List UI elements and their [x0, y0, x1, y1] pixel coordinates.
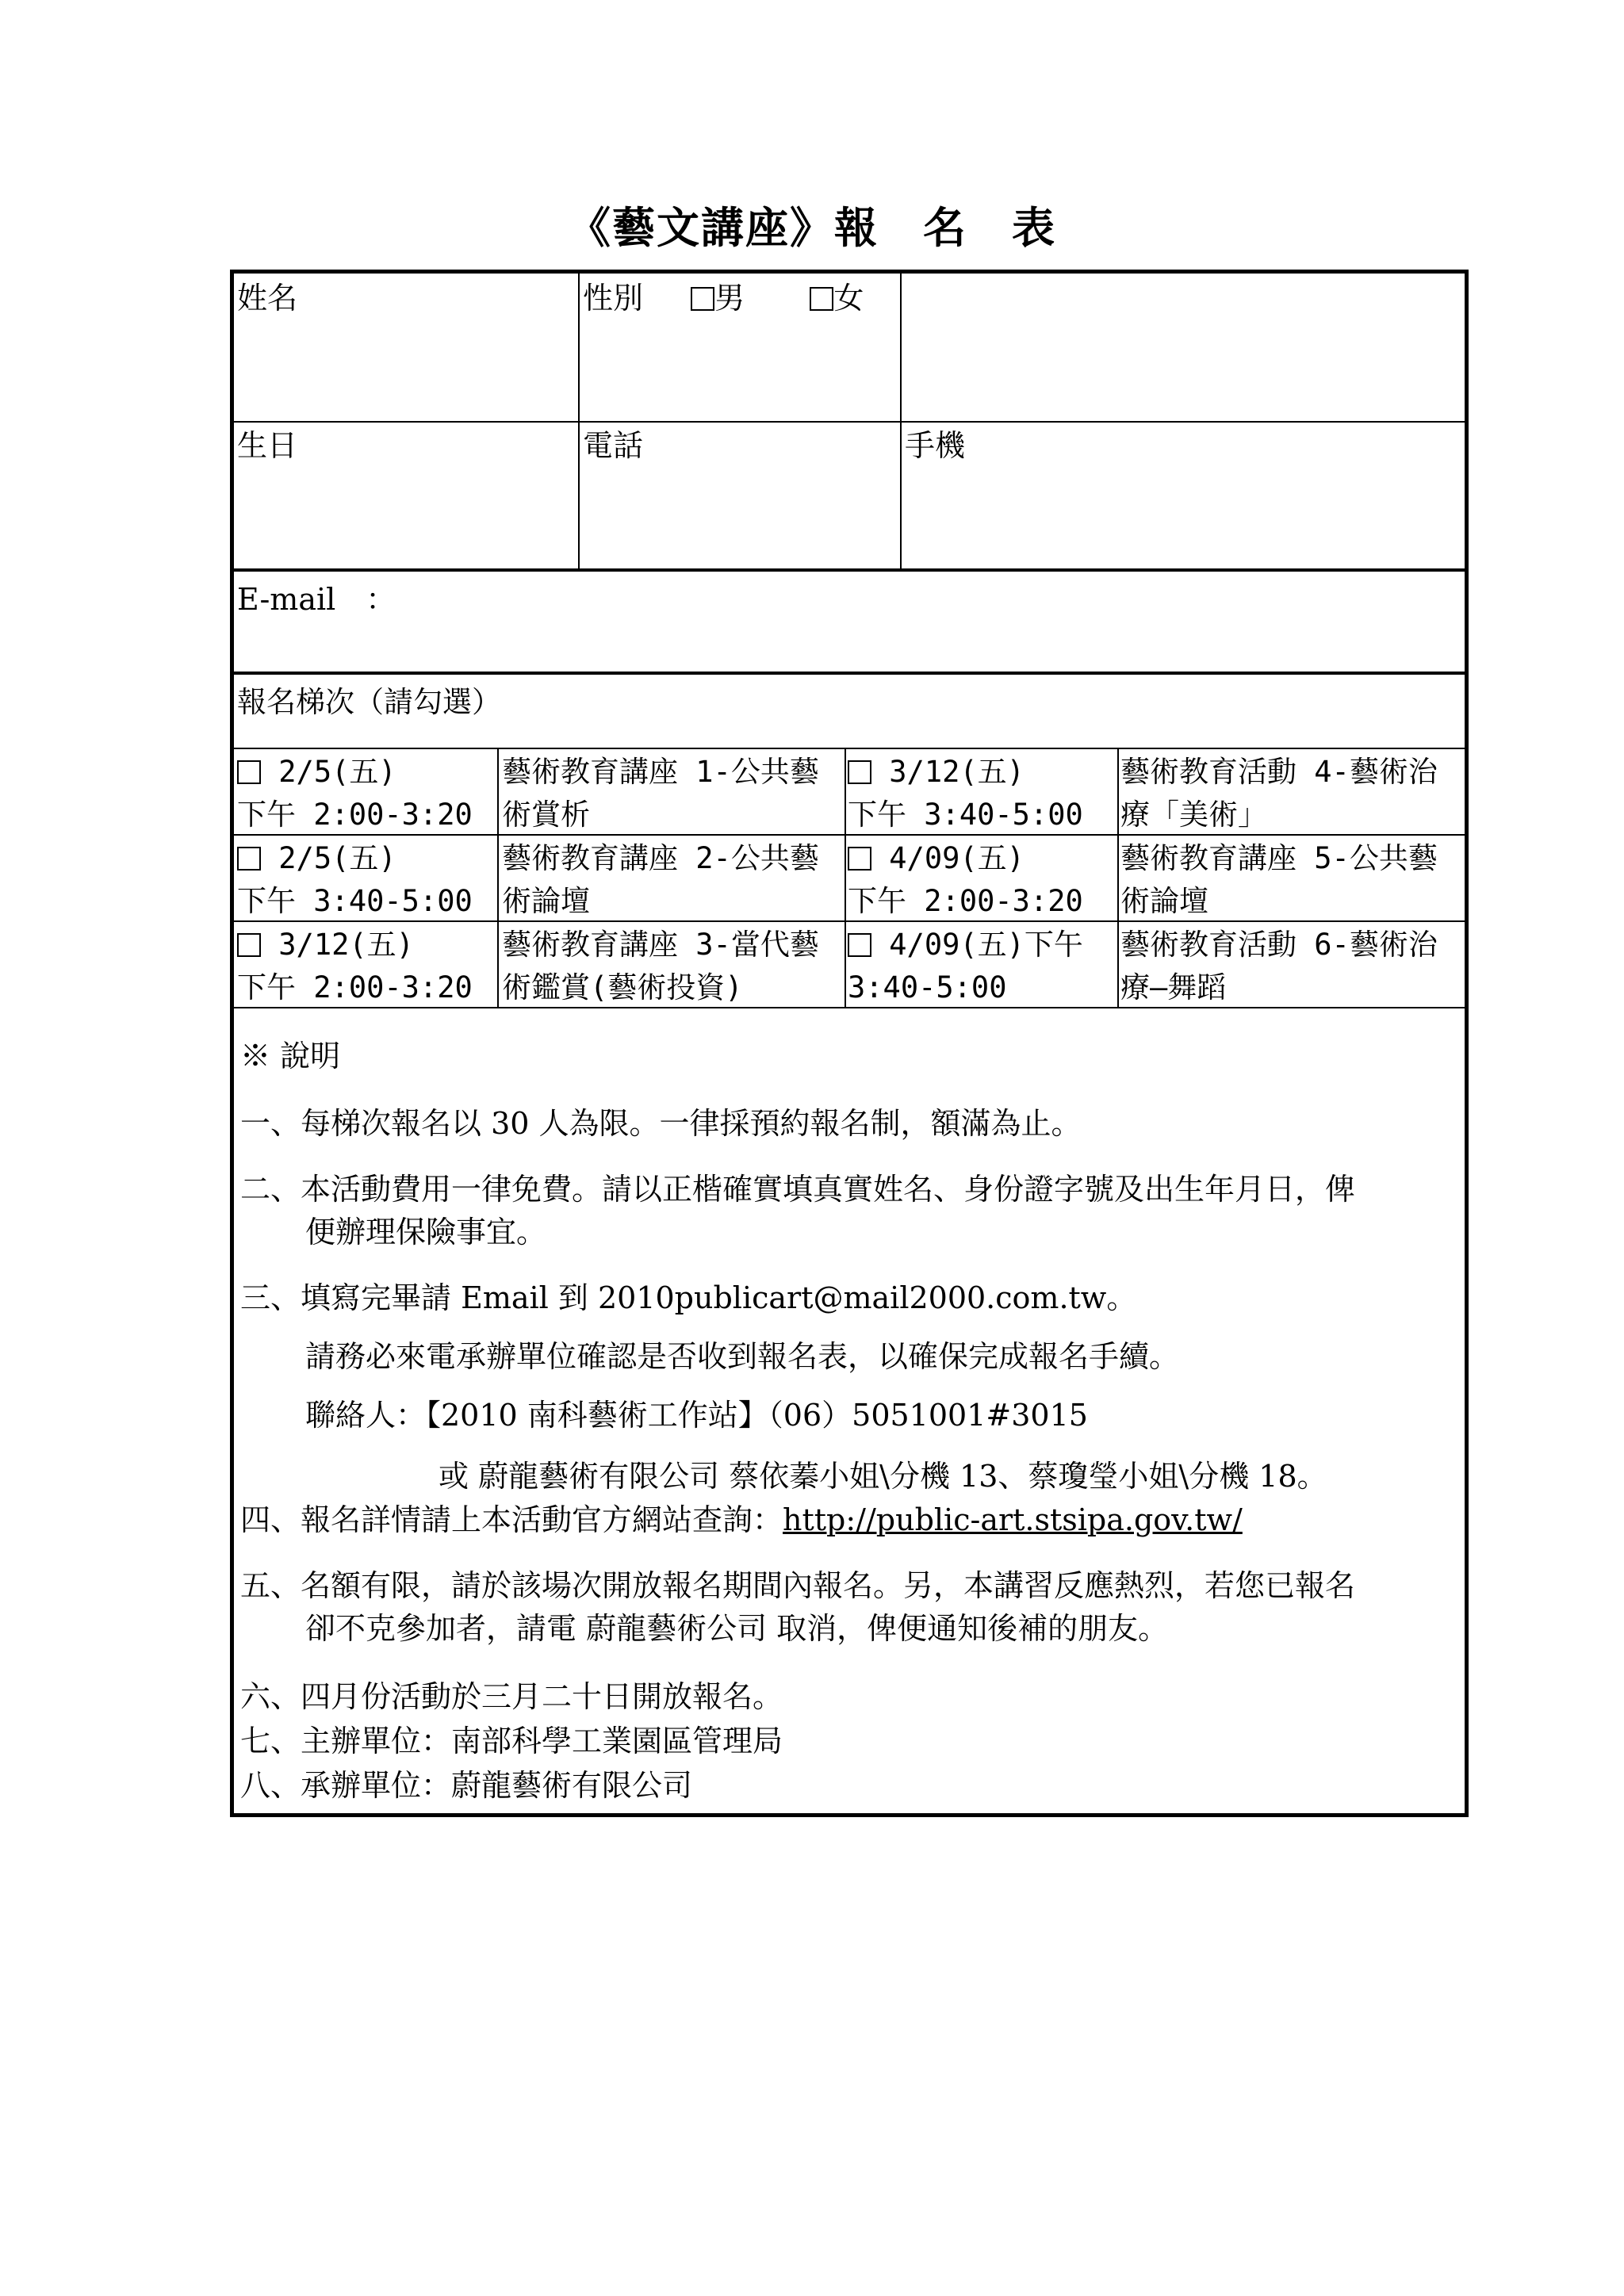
session-4-time: 下午 3:40-5:00: [848, 798, 1083, 832]
session-2-title-cont: 術論壇: [502, 884, 590, 918]
gender-label: 性別: [583, 281, 644, 316]
gender-field: [583, 277, 864, 320]
divider: [578, 274, 580, 568]
session-6-checkbox[interactable]: [848, 933, 871, 957]
session-4-title-cont: 療「美術」: [1120, 798, 1267, 832]
birthday-label: 生日: [237, 428, 298, 463]
divider: [234, 1007, 1465, 1008]
note-6: 六、四月份活動於三月二十日開放報名。: [240, 1679, 783, 1714]
note-3-contact-alt: 或 蔚龍藝術有限公司 蔡依蓁小姐\分機 13、蔡瓊瑩小姐\分機 18。: [439, 1459, 1327, 1494]
note-3: 三、填寫完畢請 Email 到 2010publicart@mail2000.com.tw。: [240, 1280, 1137, 1315]
sessions-header: 報名梯次（請勾選）: [237, 685, 501, 719]
session-5-checkbox[interactable]: [848, 847, 871, 871]
website-link[interactable]: http://public-art.stsipa.gov.tw/: [783, 1502, 1243, 1537]
divider: [1117, 748, 1119, 1007]
session-6-time: 3:40-5:00: [848, 970, 1007, 1004]
note-8: 八、承辦單位：蔚龍藝術有限公司: [240, 1768, 693, 1803]
divider: [234, 568, 1465, 572]
divider: [497, 748, 499, 1007]
note-3-instruction: 請務必來電承辦單位確認是否收到報名表，以確保完成報名手續。: [305, 1339, 1180, 1374]
name-label: 姓名: [237, 281, 298, 316]
session-5-time: 下午 2:00-3:20: [848, 884, 1083, 918]
registration-form: [230, 270, 1469, 1817]
session-3-checkbox[interactable]: [237, 933, 261, 957]
note-5-cont: 卻不克參加者，請電 蔚龍藝術公司 取消，俾便通知後補的朋友。: [305, 1611, 1169, 1646]
gender-female-label: 女: [833, 281, 864, 316]
note-2-cont: 便辦理保險事宜。: [305, 1215, 547, 1249]
form-title: 《藝文講座》報 名 表: [568, 202, 1056, 253]
session-2-time: 下午 3:40-5:00: [237, 884, 473, 918]
session-5-date: 4/09(五): [889, 841, 1025, 875]
note-3-contact: 聯絡人：【2010 南科藝術工作站】（06）5051001#3015: [305, 1398, 1088, 1433]
session-1-date: 2/5(五): [278, 755, 396, 789]
gender-male-label: 男: [714, 281, 745, 316]
session-5-title: 藝術教育講座 5-公共藝: [1120, 841, 1438, 875]
note-2: 二、本活動費用一律免費。請以正楷確實填真實姓名、身份證字號及出生年月日，俾: [240, 1172, 1356, 1207]
session-5-title-cont: 術論壇: [1120, 884, 1208, 918]
phone-label: 電話: [583, 428, 644, 463]
session-4-checkbox[interactable]: [848, 760, 871, 784]
gender-female-checkbox[interactable]: [810, 287, 833, 311]
note-5: 五、名額有限，請於該場次開放報名期間內報名。另，本講習反應熱烈，若您已報名: [240, 1568, 1356, 1603]
divider: [845, 748, 846, 1007]
session-2-date: 2/5(五): [278, 841, 396, 875]
session-1-time: 下午 2:00-3:20: [237, 798, 473, 832]
note-7: 七、主辦單位：南部科學工業園區管理局: [240, 1724, 783, 1758]
session-3-time: 下午 2:00-3:20: [237, 970, 473, 1004]
divider: [234, 748, 1465, 749]
session-3-date: 3/12(五): [278, 928, 414, 962]
note-4-text: 四、報名詳情請上本活動官方網站查詢：: [240, 1502, 783, 1537]
session-2-checkbox[interactable]: [237, 847, 261, 871]
divider: [234, 834, 1465, 836]
note-4: [240, 1498, 1243, 1541]
mobile-label: 手機: [905, 428, 966, 463]
session-3-title-cont: 術鑑賞(藝術投資): [502, 970, 743, 1004]
session-4-date: 3/12(五): [889, 755, 1025, 789]
notes-heading: ※ 說明: [240, 1039, 341, 1073]
divider: [900, 274, 902, 568]
divider: [234, 920, 1465, 922]
session-6-date: 4/09(五)下午: [889, 928, 1083, 962]
gender-male-checkbox[interactable]: [691, 287, 714, 311]
divider: [234, 421, 1465, 423]
email-label: E-mail ：: [237, 582, 396, 617]
session-6-title: 藝術教育活動 6-藝術治: [1120, 928, 1438, 962]
divider: [234, 672, 1465, 675]
session-1-title: 藝術教育講座 1-公共藝: [502, 755, 819, 789]
note-1: 一、每梯次報名以 30 人為限。一律採預約報名制，額滿為止。: [240, 1106, 1082, 1141]
session-3-title: 藝術教育講座 3-當代藝: [502, 928, 819, 962]
session-2-title: 藝術教育講座 2-公共藝: [502, 841, 819, 875]
session-1-checkbox[interactable]: [237, 760, 261, 784]
session-6-title-cont: 療—舞蹈: [1120, 970, 1227, 1004]
session-4-title: 藝術教育活動 4-藝術治: [1120, 755, 1438, 789]
session-1-title-cont: 術賞析: [502, 798, 590, 832]
